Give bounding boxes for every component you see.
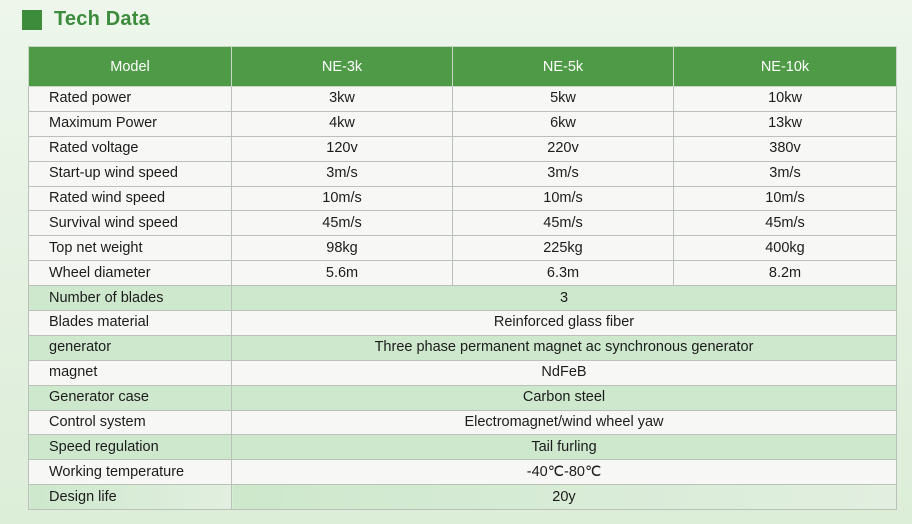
row-label: Blades material — [29, 311, 232, 336]
cell-value: 400kg — [674, 236, 897, 261]
cell-value: Three phase permanent magnet ac synchronous generator — [232, 335, 897, 360]
cell-value: 8.2m — [674, 261, 897, 286]
row-label: generator — [29, 335, 232, 360]
row-label: Speed regulation — [29, 435, 232, 460]
cell-value: 10m/s — [674, 186, 897, 211]
row-label: Survival wind speed — [29, 211, 232, 236]
table-header-row — [29, 47, 897, 87]
row-label: Generator case — [29, 385, 232, 410]
cell-value: NdFeB — [232, 360, 897, 385]
cell-value: 98kg — [232, 236, 453, 261]
table-row — [29, 161, 897, 186]
cell-value: 45m/s — [232, 211, 453, 236]
cell-value: Electromagnet/wind wheel yaw — [232, 410, 897, 435]
table-row — [29, 335, 897, 360]
cell-value: 3kw — [232, 87, 453, 112]
cell-value: 20y — [232, 485, 897, 510]
row-label: Rated power — [29, 87, 232, 112]
table-row — [29, 211, 897, 236]
cell-value: 225kg — [453, 236, 674, 261]
table-row — [29, 87, 897, 112]
cell-value: 4kw — [232, 111, 453, 136]
header-ne-10k: NE-10k — [674, 47, 897, 87]
section-header — [22, 8, 150, 31]
table-row — [29, 136, 897, 161]
row-label: Start-up wind speed — [29, 161, 232, 186]
tech-data-table — [28, 46, 897, 510]
cell-value: 380v — [674, 136, 897, 161]
cell-value: 220v — [453, 136, 674, 161]
row-label: Number of blades — [29, 286, 232, 311]
cell-value: 5kw — [453, 87, 674, 112]
cell-value: 10m/s — [232, 186, 453, 211]
cell-value: 3m/s — [453, 161, 674, 186]
cell-value: 10kw — [674, 87, 897, 112]
row-label: magnet — [29, 360, 232, 385]
cell-value: 120v — [232, 136, 453, 161]
cell-value: 6kw — [453, 111, 674, 136]
header-ne-5k: NE-5k — [453, 47, 674, 87]
row-label: Control system — [29, 410, 232, 435]
row-label: Top net weight — [29, 236, 232, 261]
row-label: Maximum Power — [29, 111, 232, 136]
table-row — [29, 186, 897, 211]
cell-value: -40℃-80℃ — [232, 460, 897, 485]
row-label: Rated wind speed — [29, 186, 232, 211]
cell-value: 3m/s — [232, 161, 453, 186]
cell-value: Reinforced glass fiber — [232, 311, 897, 336]
section-title: Tech Data — [54, 8, 150, 30]
row-label: Working temperature — [29, 460, 232, 485]
cell-value: 5.6m — [232, 261, 453, 286]
table-row — [29, 261, 897, 286]
cell-value: 45m/s — [674, 211, 897, 236]
table-row — [29, 111, 897, 136]
table-row — [29, 236, 897, 261]
row-label: Rated voltage — [29, 136, 232, 161]
cell-value: 13kw — [674, 111, 897, 136]
table-row — [29, 435, 897, 460]
header-model: Model — [29, 47, 232, 87]
cell-value: Tail furling — [232, 435, 897, 460]
table-row — [29, 485, 897, 510]
table-row — [29, 360, 897, 385]
cell-value: 3 — [232, 286, 897, 311]
header-ne-3k: NE-3k — [232, 47, 453, 87]
cell-value: Carbon steel — [232, 385, 897, 410]
row-label: Wheel diameter — [29, 261, 232, 286]
cell-value: 3m/s — [674, 161, 897, 186]
cell-value: 6.3m — [453, 261, 674, 286]
table-row — [29, 410, 897, 435]
green-square-icon — [22, 10, 42, 30]
table-row — [29, 460, 897, 485]
table-row — [29, 286, 897, 311]
cell-value: 45m/s — [453, 211, 674, 236]
table-row — [29, 311, 897, 336]
cell-value: 10m/s — [453, 186, 674, 211]
table-row — [29, 385, 897, 410]
row-label: Design life — [29, 485, 232, 510]
